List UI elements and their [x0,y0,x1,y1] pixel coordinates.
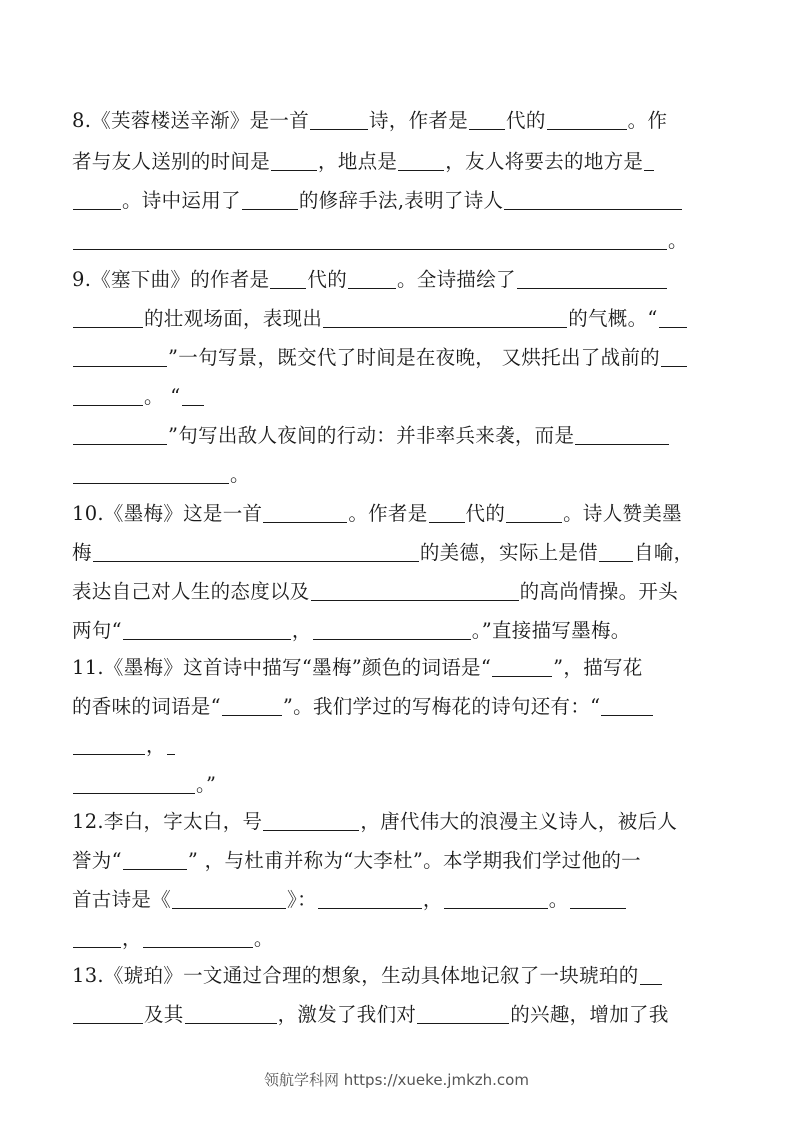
q10-line-4 [72,618,631,644]
answer-blank[interactable] [504,190,682,210]
q8-text: 诗，作者是 [369,109,469,132]
answer-blank[interactable] [172,889,286,909]
answer-blank[interactable] [93,542,419,562]
q10-text: 代的 [465,502,506,525]
answer-blank[interactable] [644,151,654,171]
answer-blank[interactable] [570,889,626,909]
q10-text: 的美德，实际上是借 [419,541,599,564]
q9-text: 的壮观场面，表现出 [144,307,323,330]
answer-blank[interactable] [271,151,317,171]
answer-blank[interactable] [444,889,548,909]
answer-blank[interactable] [73,735,145,755]
answer-blank[interactable] [469,110,505,130]
q12-text: 。 [548,888,569,911]
q8-text: 的修辞手法,表明了诗人 [298,189,504,212]
q13-line-1 [72,963,663,989]
q12-text: ，唐代伟大的浪漫主义诗人，被后人 [360,810,678,833]
q8-line-3 [72,188,683,214]
q8-text: ，友人将要去的地方是 [445,150,644,173]
answer-blank[interactable] [640,965,662,985]
q8-line-4 [72,228,688,254]
q12-text: 首古诗是《 [72,888,172,911]
answer-blank[interactable] [601,696,653,716]
q11-text: 。” [196,773,217,796]
q9-text: 的气概。“ [568,307,658,330]
q12-line-2 [72,848,641,874]
q9-text: 。全诗描绘了 [397,268,516,291]
q8-text: 者与友人送别的时间是 [72,150,271,173]
q9-text: 。 [230,463,250,486]
q9-text: ”一句写景，既交代了时间是在夜晚， 又烘托出了战前的 [168,346,660,369]
answer-blank[interactable] [429,503,465,523]
q9-text: 代的 [307,268,348,291]
answer-blank[interactable] [73,190,121,210]
answer-blank[interactable] [73,230,667,250]
q11-line-4 [72,772,216,798]
answer-blank[interactable] [73,386,143,406]
q9-text: 9.《塞下曲》的作者是 [72,268,270,291]
q10-text: 。”直接描写墨梅。 [471,619,631,642]
answer-blank[interactable] [311,581,519,601]
q10-text: 梅 [72,541,92,564]
q9-text: 。 “ [144,385,181,408]
q9-text: ”句写出敌人夜间的行动：并非率兵来袭，而是 [168,424,575,447]
q10-line-1 [72,501,682,527]
answer-blank[interactable] [575,425,669,445]
q10-text: ， [291,619,312,642]
answer-blank[interactable] [506,503,562,523]
answer-blank[interactable] [123,850,187,870]
q11-text: ”。我们学过的写梅花的诗句还有：“ [282,695,601,718]
q10-text: 的高尚情操。开头 [519,580,679,603]
q8-text: ，地点是 [318,150,398,173]
answer-blank[interactable] [313,620,471,640]
q9-line-5 [72,423,670,449]
q11-text: 11.《墨梅》这首诗中描写“墨梅”颜色的词语是“ [72,656,492,679]
q12-line-3 [72,887,627,913]
answer-blank[interactable] [659,308,687,328]
q13-text: ，激发了我们对 [277,1003,417,1026]
q11-line-2 [72,694,654,720]
q8-text: 。诗中运用了 [122,189,241,212]
answer-blank[interactable] [263,811,359,831]
answer-blank[interactable] [661,347,687,367]
q10-text: 自喻， [634,541,694,564]
answer-blank[interactable] [73,425,167,445]
answer-blank[interactable] [73,774,195,794]
q10-text: 表达自己对人生的态度以及 [72,580,310,603]
answer-blank[interactable] [398,151,444,171]
answer-blank[interactable] [182,386,204,406]
q13-text: 的兴趣，增加了我 [510,1003,669,1026]
answer-blank[interactable] [73,308,143,328]
q9-line-3 [72,345,688,371]
answer-blank[interactable] [73,1004,143,1024]
q13-line-2 [72,1002,669,1028]
q9-line-4 [72,384,205,410]
q8-text: 8.《芙蓉楼送辛渐》是一首 [72,109,310,132]
q9-line-2 [72,306,688,332]
answer-blank[interactable] [318,889,422,909]
answer-blank[interactable] [222,696,282,716]
q10-text: 。诗人赞美墨 [563,502,682,525]
q12-text: 》： [287,888,317,911]
answer-blank[interactable] [310,110,368,130]
q8-text: 。作 [627,109,668,132]
answer-blank[interactable] [270,269,306,289]
q9-line-1 [72,267,668,293]
answer-blank[interactable] [167,735,175,755]
answer-blank[interactable] [348,269,396,289]
q8-text: 代的 [506,109,546,132]
q9-line-6 [72,462,250,488]
answer-blank[interactable] [143,928,253,948]
answer-blank[interactable] [73,464,229,484]
q8-line-1 [72,108,667,134]
page-footer: 领航学科网 https://xueke.jmkzh.com [264,1071,529,1089]
q10-line-3 [72,579,678,605]
q8-line-2 [72,149,655,175]
q12-text: 誉为“ [72,849,122,872]
answer-blank[interactable] [242,190,298,210]
q12-text: 12.李白，字太白，号 [72,810,263,833]
q11-text: 的香味的词语是“ [72,695,221,718]
answer-blank[interactable] [547,110,627,130]
q12-text: ， [122,927,142,950]
q11-line-1 [72,655,643,681]
q12-line-4 [72,926,274,952]
q10-text: 10.《墨梅》这是一首 [72,502,263,525]
answer-blank[interactable] [73,928,121,948]
q8-text: 。 [668,229,688,252]
q13-text: 13.《琥珀》一文通过合理的想象，生动具体地记叙了一块琥珀的 [72,964,639,987]
answer-blank[interactable] [73,347,167,367]
q13-text: 及其 [144,1003,184,1026]
q12-text: 。 [253,927,274,950]
q10-line-2 [72,540,693,566]
q10-text: 两句“ [72,619,122,642]
q11-text: ”，描写花 [553,656,643,679]
answer-blank[interactable] [323,308,567,328]
answer-blank[interactable] [492,657,552,677]
q12-text: ” ，与杜甫并称为“大李杜”。本学期我们学过他的一 [187,849,641,872]
answer-blank[interactable] [263,503,347,523]
q11-line-3 [72,733,176,759]
q10-text: 。作者是 [348,502,428,525]
answer-blank[interactable] [599,542,633,562]
q12-line-1 [72,809,677,835]
answer-blank[interactable] [185,1004,277,1024]
answer-blank[interactable] [123,620,291,640]
answer-blank[interactable] [417,1004,509,1024]
q12-text: ， [422,888,443,911]
answer-blank[interactable] [517,269,667,289]
q11-text: ， [146,734,166,757]
